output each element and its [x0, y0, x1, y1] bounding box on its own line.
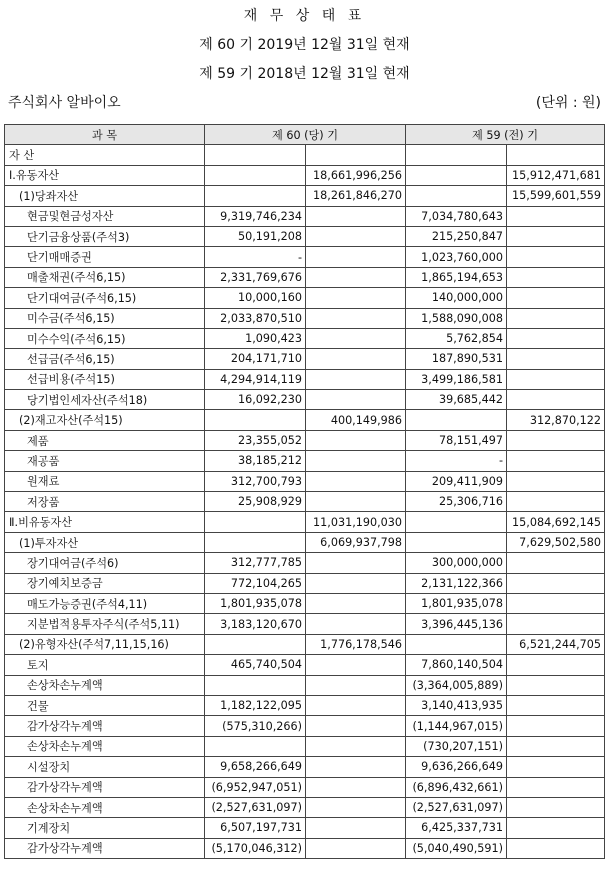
account-label-spacer	[106, 695, 205, 715]
current-period-line: 제 60 기 2019년 12월 31일 현재	[199, 37, 410, 53]
prior-subtotal-amount: 6,521,244,705	[507, 634, 605, 654]
account-label: 감가상각누계액	[5, 777, 106, 797]
current-subtotal-amount	[306, 553, 406, 573]
prior-subtotal-amount	[507, 553, 605, 573]
current-subtotal-amount	[306, 451, 406, 471]
account-label-spacer	[106, 186, 205, 206]
prior-subtotal-amount	[507, 430, 605, 450]
current-detail-amount	[205, 186, 306, 206]
account-label-spacer	[106, 369, 205, 389]
prior-subtotal-amount	[507, 369, 605, 389]
prior-subtotal-amount	[507, 471, 605, 491]
table-row	[5, 736, 605, 756]
table-row	[5, 777, 605, 797]
table-row	[5, 288, 605, 308]
current-detail-amount: 1,090,423	[205, 328, 306, 348]
account-column-header: 과 목	[5, 125, 205, 145]
account-label: 지분법적용투자주식(주석5,11)	[5, 614, 106, 634]
current-subtotal-amount	[306, 308, 406, 328]
current-subtotal-amount	[306, 757, 406, 777]
current-subtotal-amount	[306, 267, 406, 287]
prior-detail-amount: 3,499,186,581	[406, 369, 507, 389]
company-name: 주식회사 알바이오	[8, 95, 121, 111]
current-subtotal-amount	[306, 349, 406, 369]
table-row	[5, 634, 605, 654]
prior-subtotal-amount	[507, 573, 605, 593]
account-label-spacer	[106, 471, 205, 491]
prior-subtotal-amount	[507, 247, 605, 267]
table-row	[5, 145, 605, 165]
current-subtotal-amount	[306, 614, 406, 634]
prior-subtotal-amount	[507, 349, 605, 369]
prior-subtotal-amount: 15,599,601,559	[507, 186, 605, 206]
current-subtotal-amount	[306, 226, 406, 246]
current-subtotal-amount: 1,776,178,546	[306, 634, 406, 654]
prior-detail-amount: 6,425,337,731	[406, 818, 507, 838]
current-detail-amount: (5,170,046,312)	[205, 838, 306, 858]
table-row	[5, 430, 605, 450]
prior-subtotal-amount	[507, 818, 605, 838]
current-detail-amount	[205, 512, 306, 532]
current-subtotal-amount	[306, 288, 406, 308]
account-label: 손상차손누계액	[5, 675, 106, 695]
account-label-spacer	[106, 655, 205, 675]
account-label: (1)당좌자산	[5, 186, 106, 206]
account-label: 단기대여금(주석6,15)	[5, 288, 106, 308]
account-label: 손상차손누계액	[5, 736, 106, 756]
account-label: 자 산	[5, 145, 106, 165]
current-subtotal-amount	[306, 818, 406, 838]
account-label: 매도가능증권(주석4,11)	[5, 593, 106, 613]
account-label: 미수수익(주석6,15)	[5, 328, 106, 348]
table-body	[5, 145, 605, 859]
account-label-spacer	[106, 145, 205, 165]
current-subtotal-amount	[306, 471, 406, 491]
table-row	[5, 451, 605, 471]
current-subtotal-amount	[306, 573, 406, 593]
prior-subtotal-amount: 7,629,502,580	[507, 532, 605, 552]
prior-detail-amount	[406, 512, 507, 532]
prior-subtotal-amount	[507, 675, 605, 695]
table-row	[5, 349, 605, 369]
current-detail-amount: 312,777,785	[205, 553, 306, 573]
prior-subtotal-amount	[507, 757, 605, 777]
table-row	[5, 675, 605, 695]
table-row	[5, 471, 605, 491]
account-label-spacer	[106, 430, 205, 450]
prior-detail-amount	[406, 145, 507, 165]
prior-subtotal-amount	[507, 206, 605, 226]
prior-detail-amount: 9,636,266,649	[406, 757, 507, 777]
current-subtotal-amount	[306, 736, 406, 756]
current-detail-amount: 50,191,208	[205, 226, 306, 246]
current-subtotal-amount	[306, 247, 406, 267]
current-detail-amount: 2,033,870,510	[205, 308, 306, 328]
prior-subtotal-amount	[507, 267, 605, 287]
table-row	[5, 716, 605, 736]
current-subtotal-amount	[306, 145, 406, 165]
current-period-column-header: 제 60 (당) 기	[205, 125, 406, 145]
account-label: 건물	[5, 695, 106, 715]
prior-subtotal-amount: 312,870,122	[507, 410, 605, 430]
account-label-spacer	[106, 777, 205, 797]
account-label-spacer	[106, 797, 205, 817]
current-detail-amount: 465,740,504	[205, 655, 306, 675]
prior-subtotal-amount	[507, 777, 605, 797]
table-header-row	[5, 125, 605, 145]
account-label: 단기금융상품(주석3)	[5, 226, 106, 246]
prior-subtotal-amount	[507, 390, 605, 410]
current-detail-amount: 772,104,265	[205, 573, 306, 593]
account-label-spacer	[106, 349, 205, 369]
account-label: 토지	[5, 655, 106, 675]
current-detail-amount: 1,182,122,095	[205, 695, 306, 715]
prior-detail-amount: 1,023,760,000	[406, 247, 507, 267]
prior-detail-amount: 209,411,909	[406, 471, 507, 491]
current-subtotal-amount	[306, 655, 406, 675]
current-detail-amount: 9,658,266,649	[205, 757, 306, 777]
prior-detail-amount: 3,140,413,935	[406, 695, 507, 715]
table-row	[5, 614, 605, 634]
prior-period-column-header: 제 59 (전) 기	[406, 125, 605, 145]
account-label-spacer	[106, 206, 205, 226]
prior-subtotal-amount	[507, 451, 605, 471]
table-row	[5, 797, 605, 817]
statement-title: 재 무 상 태 표	[243, 8, 366, 24]
table-row	[5, 308, 605, 328]
prior-detail-amount: 7,860,140,504	[406, 655, 507, 675]
account-label-spacer	[106, 247, 205, 267]
prior-detail-amount	[406, 532, 507, 552]
prior-detail-amount: 215,250,847	[406, 226, 507, 246]
account-label: Ⅰ.유동자산	[5, 165, 106, 185]
account-label-spacer	[106, 838, 205, 858]
current-detail-amount	[205, 675, 306, 695]
current-detail-amount: 3,183,120,670	[205, 614, 306, 634]
account-label: 감가상각누계액	[5, 716, 106, 736]
prior-detail-amount: 39,685,442	[406, 390, 507, 410]
current-subtotal-amount: 400,149,986	[306, 410, 406, 430]
table-row	[5, 226, 605, 246]
account-label: 단기매매증권	[5, 247, 106, 267]
current-subtotal-amount	[306, 390, 406, 410]
prior-detail-amount: 300,000,000	[406, 553, 507, 573]
prior-detail-amount: (730,207,151)	[406, 736, 507, 756]
prior-detail-amount: 78,151,497	[406, 430, 507, 450]
prior-subtotal-amount	[507, 695, 605, 715]
table-row	[5, 838, 605, 858]
table-row	[5, 247, 605, 267]
table-row	[5, 267, 605, 287]
prior-subtotal-amount	[507, 145, 605, 165]
current-subtotal-amount	[306, 777, 406, 797]
account-label: (2)재고자산(주석15)	[5, 410, 106, 430]
account-label-spacer	[106, 512, 205, 532]
prior-detail-amount: 2,131,122,366	[406, 573, 507, 593]
current-detail-amount	[205, 145, 306, 165]
account-label: 당기법인세자산(주석18)	[5, 390, 106, 410]
current-subtotal-amount: 18,261,846,270	[306, 186, 406, 206]
account-label-spacer	[106, 492, 205, 512]
prior-detail-amount	[406, 186, 507, 206]
account-label: 매출채권(주석6,15)	[5, 267, 106, 287]
prior-subtotal-amount	[507, 797, 605, 817]
unit-label: (단위 : 원)	[535, 95, 601, 111]
current-subtotal-amount	[306, 797, 406, 817]
current-detail-amount: 38,185,212	[205, 451, 306, 471]
current-detail-amount: 312,700,793	[205, 471, 306, 491]
current-subtotal-amount	[306, 593, 406, 613]
table-row	[5, 757, 605, 777]
prior-subtotal-amount	[507, 593, 605, 613]
prior-detail-amount	[406, 165, 507, 185]
prior-detail-amount: (5,040,490,591)	[406, 838, 507, 858]
prior-detail-amount: 3,396,445,136	[406, 614, 507, 634]
account-label: 기계장치	[5, 818, 106, 838]
prior-subtotal-amount	[507, 838, 605, 858]
current-detail-amount: (575,310,266)	[205, 716, 306, 736]
prior-detail-amount	[406, 410, 507, 430]
prior-detail-amount: (1,144,967,015)	[406, 716, 507, 736]
account-label: 재공품	[5, 451, 106, 471]
account-label: 시설장치	[5, 757, 106, 777]
account-label: 감가상각누계액	[5, 838, 106, 858]
current-detail-amount: -	[205, 247, 306, 267]
account-label: 선급비용(주석15)	[5, 369, 106, 389]
current-subtotal-amount	[306, 716, 406, 736]
current-subtotal-amount	[306, 492, 406, 512]
account-label-spacer	[106, 736, 205, 756]
account-label: 제품	[5, 430, 106, 450]
account-label-spacer	[106, 308, 205, 328]
table-row	[5, 165, 605, 185]
table-row	[5, 206, 605, 226]
table-row	[5, 369, 605, 389]
current-subtotal-amount	[306, 430, 406, 450]
prior-subtotal-amount	[507, 308, 605, 328]
table-row	[5, 492, 605, 512]
account-label-spacer	[106, 532, 205, 552]
current-detail-amount: (2,527,631,097)	[205, 797, 306, 817]
account-label-spacer	[106, 165, 205, 185]
prior-detail-amount: -	[406, 451, 507, 471]
account-label-spacer	[106, 553, 205, 573]
account-label: 손상차손누계액	[5, 797, 106, 817]
prior-detail-amount: (2,527,631,097)	[406, 797, 507, 817]
prior-subtotal-amount	[507, 492, 605, 512]
current-detail-amount: 6,507,197,731	[205, 818, 306, 838]
prior-detail-amount	[406, 634, 507, 654]
prior-subtotal-amount: 15,912,471,681	[507, 165, 605, 185]
table-row	[5, 593, 605, 613]
current-subtotal-amount	[306, 675, 406, 695]
current-detail-amount: 10,000,160	[205, 288, 306, 308]
account-label: (2)유형자산(주석7,11,15,16)	[5, 634, 106, 654]
prior-detail-amount: 1,588,090,008	[406, 308, 507, 328]
account-label: 미수금(주석6,15)	[5, 308, 106, 328]
current-subtotal-amount: 18,661,996,256	[306, 165, 406, 185]
table-row	[5, 390, 605, 410]
table-row	[5, 818, 605, 838]
account-label-spacer	[106, 573, 205, 593]
balance-sheet-table	[4, 124, 605, 859]
prior-period-line: 제 59 기 2018년 12월 31일 현재	[199, 66, 410, 82]
current-detail-amount	[205, 410, 306, 430]
current-detail-amount	[205, 736, 306, 756]
current-subtotal-amount	[306, 369, 406, 389]
table-row	[5, 186, 605, 206]
prior-subtotal-amount	[507, 226, 605, 246]
table-row	[5, 573, 605, 593]
account-label-spacer	[106, 757, 205, 777]
current-subtotal-amount	[306, 206, 406, 226]
current-detail-amount	[205, 634, 306, 654]
table-row	[5, 512, 605, 532]
account-label: 원재료	[5, 471, 106, 491]
table-row	[5, 655, 605, 675]
table-row	[5, 328, 605, 348]
current-subtotal-amount: 11,031,190,030	[306, 512, 406, 532]
prior-subtotal-amount	[507, 614, 605, 634]
account-label-spacer	[106, 818, 205, 838]
prior-detail-amount: 25,306,716	[406, 492, 507, 512]
current-subtotal-amount	[306, 838, 406, 858]
account-label: (1)투자자산	[5, 532, 106, 552]
current-subtotal-amount	[306, 328, 406, 348]
prior-detail-amount: 5,762,854	[406, 328, 507, 348]
current-subtotal-amount	[306, 695, 406, 715]
prior-subtotal-amount: 15,084,692,145	[507, 512, 605, 532]
prior-detail-amount: (6,896,432,661)	[406, 777, 507, 797]
current-detail-amount: 23,355,052	[205, 430, 306, 450]
current-detail-amount	[205, 532, 306, 552]
account-label-spacer	[106, 675, 205, 695]
account-label: 선급금(주석6,15)	[5, 349, 106, 369]
table-row	[5, 553, 605, 573]
current-detail-amount: 16,092,230	[205, 390, 306, 410]
account-label-spacer	[106, 451, 205, 471]
table-row	[5, 532, 605, 552]
current-detail-amount: 1,801,935,078	[205, 593, 306, 613]
current-detail-amount: (6,952,947,051)	[205, 777, 306, 797]
current-detail-amount: 4,294,914,119	[205, 369, 306, 389]
current-detail-amount: 9,319,746,234	[205, 206, 306, 226]
prior-detail-amount: 1,801,935,078	[406, 593, 507, 613]
prior-detail-amount: 7,034,780,643	[406, 206, 507, 226]
account-label-spacer	[106, 716, 205, 736]
current-detail-amount	[205, 165, 306, 185]
current-detail-amount: 2,331,769,676	[205, 267, 306, 287]
current-subtotal-amount: 6,069,937,798	[306, 532, 406, 552]
prior-detail-amount: (3,364,005,889)	[406, 675, 507, 695]
account-label: 장기예치보증금	[5, 573, 106, 593]
account-label: 현금및현금성자산	[5, 206, 106, 226]
account-label: 장기대여금(주석6)	[5, 553, 106, 573]
account-label: Ⅱ.비유동자산	[5, 512, 106, 532]
prior-subtotal-amount	[507, 655, 605, 675]
account-label: 저장품	[5, 492, 106, 512]
table-row	[5, 410, 605, 430]
current-detail-amount: 204,171,710	[205, 349, 306, 369]
prior-detail-amount: 140,000,000	[406, 288, 507, 308]
prior-subtotal-amount	[507, 328, 605, 348]
prior-detail-amount: 1,865,194,653	[406, 267, 507, 287]
prior-detail-amount: 187,890,531	[406, 349, 507, 369]
prior-subtotal-amount	[507, 736, 605, 756]
prior-subtotal-amount	[507, 716, 605, 736]
current-detail-amount: 25,908,929	[205, 492, 306, 512]
table-row	[5, 695, 605, 715]
prior-subtotal-amount	[507, 288, 605, 308]
